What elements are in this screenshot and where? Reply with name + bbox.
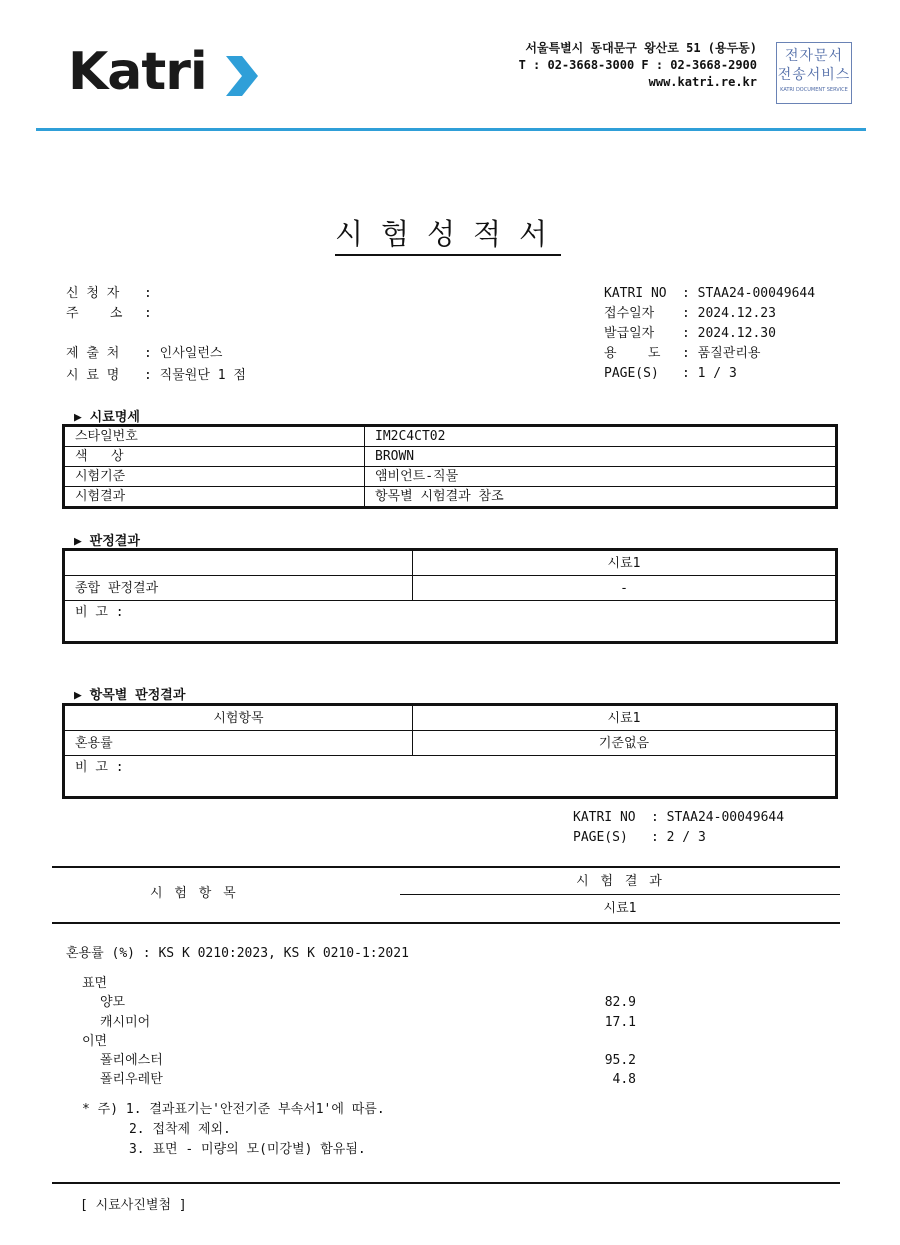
info-row-address: 주 소 : xyxy=(66,306,152,321)
e-document-stamp xyxy=(776,42,852,104)
info-row-sample-name: 시 료 명 : 직물원단 1 점 xyxy=(66,368,246,383)
table-row xyxy=(65,576,836,601)
remark: 비 고 : xyxy=(65,756,836,797)
spec-label: 시험결과 xyxy=(65,487,365,507)
results-header-bottom-rule xyxy=(52,922,840,924)
photo-attachment-label: [ 시료사진별첨 ] xyxy=(80,1198,187,1213)
table-row xyxy=(65,551,836,576)
stamp-line-3: KATRI DOCUMENT SERVICE xyxy=(780,87,848,93)
test-method-line: 혼용률 (%) : KS K 0210:2023, KS K 0210-1:2021 xyxy=(66,946,409,961)
page2-katri-no: KATRI NO : STAA24-00049644 xyxy=(573,810,785,825)
info-row-pages: PAGE(S) : 1 / 3 xyxy=(604,366,737,381)
info-row-issue-date: 발급일자 : 2024.12.30 xyxy=(604,326,776,341)
info-row-received-date: 접수일자 : 2024.12.23 xyxy=(604,306,776,321)
info-row-applicant: 신 청 자 : xyxy=(66,286,152,301)
page2-info xyxy=(573,808,784,848)
report-info xyxy=(604,284,864,384)
row-label: 혼용률 xyxy=(65,731,413,756)
info-row-katri-no: KATRI NO : STAA24-00049644 xyxy=(604,286,816,301)
spec-value: 항목별 시험결과 참조 xyxy=(365,487,836,507)
item-judgement-table xyxy=(62,703,838,799)
table-row xyxy=(65,706,836,731)
katri-logo: Katri xyxy=(68,42,207,102)
row-value: - xyxy=(413,576,836,601)
spec-value: BROWN xyxy=(365,447,836,467)
note-line: * 주) 1. 결과표기는'안전기준 부속서1'에 따름. xyxy=(82,1102,385,1117)
document-title: 시험성적서 xyxy=(334,217,566,251)
spec-value: 앰비언트-직물 xyxy=(365,467,836,487)
table-row xyxy=(65,601,836,642)
result-label: 폴리우레탄 xyxy=(100,1072,163,1087)
column-header: 시험항목 xyxy=(65,706,413,731)
phone-fax-line: T : 02-3668-3000 F : 02-3668-2900 xyxy=(518,58,757,72)
results-col-result: 시 험 결 과 xyxy=(576,874,664,889)
results-col-sample: 시료1 xyxy=(603,901,637,916)
section-heading-judgement: ▶ 판정결과 xyxy=(74,534,140,549)
results-mid-rule xyxy=(400,894,840,895)
table-row xyxy=(65,427,836,447)
result-group-label: 표면 xyxy=(82,976,108,991)
section-heading-sample-spec: ▶ 시료명세 xyxy=(74,410,140,425)
note-line: 2. 접착제 제외. xyxy=(82,1122,231,1137)
results-col-item: 시 험 항 목 xyxy=(150,886,238,901)
result-value: 95.2 xyxy=(604,1053,636,1068)
info-row-purpose: 용 도 : 품질관리용 xyxy=(604,346,761,361)
section-heading-item-judgement: ▶ 항목별 판정결과 xyxy=(74,688,186,703)
page2-pages: PAGE(S) : 2 / 3 xyxy=(573,830,706,845)
info-row-submitter: 제 출 처 : 인사일런스 xyxy=(66,346,223,361)
result-group-label: 이면 xyxy=(82,1034,108,1049)
title-underline xyxy=(335,254,561,256)
spec-value: IM2C4CT02 xyxy=(365,427,836,447)
table-row xyxy=(65,447,836,467)
result-label: 양모 xyxy=(100,995,126,1010)
address-line: 서울특별시 동대문구 왕산로 51 (용두동) xyxy=(525,41,757,55)
result-value: 17.1 xyxy=(604,1015,636,1030)
result-label: 캐시미어 xyxy=(100,1015,151,1030)
chevron-right-icon xyxy=(222,54,262,98)
result-value: 82.9 xyxy=(604,995,636,1010)
sample-spec-table xyxy=(62,424,838,509)
stamp-line-1: 전자문서 xyxy=(784,48,844,64)
table-row xyxy=(65,731,836,756)
address-block xyxy=(519,40,757,91)
table-row xyxy=(65,487,836,507)
column-header: 시료1 xyxy=(413,706,836,731)
judgement-table xyxy=(62,548,838,644)
website-line: www.katri.re.kr xyxy=(648,75,757,89)
spec-label: 시험기준 xyxy=(65,467,365,487)
spec-label: 색 상 xyxy=(65,447,365,467)
row-value: 기준없음 xyxy=(413,731,836,756)
table-row xyxy=(65,756,836,797)
stamp-line-2: 전송서비스 xyxy=(777,67,851,83)
header-divider xyxy=(36,128,866,131)
column-header: 시료1 xyxy=(413,551,836,576)
spec-label: 스타일번호 xyxy=(65,427,365,447)
results-top-rule xyxy=(52,866,840,868)
bottom-rule xyxy=(52,1182,840,1184)
result-label: 폴리에스터 xyxy=(100,1053,163,1068)
result-value: 4.8 xyxy=(612,1072,636,1087)
remark: 비 고 : xyxy=(65,601,836,642)
row-label: 종합 판정결과 xyxy=(65,576,413,601)
table-row xyxy=(65,467,836,487)
notes xyxy=(82,1100,385,1160)
note-line: 3. 표면 - 미량의 모(미강별) 함유됨. xyxy=(82,1142,366,1157)
